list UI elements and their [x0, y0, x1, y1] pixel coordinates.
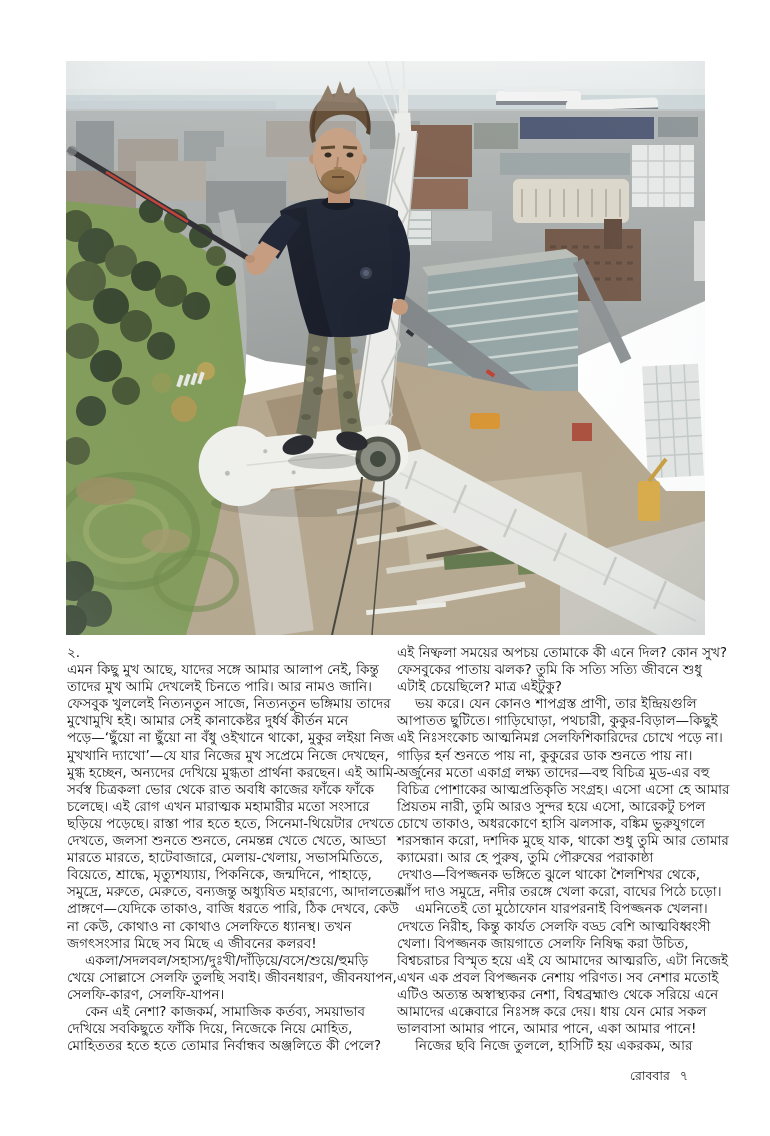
text-line: এমনিতেই তো মুঠোফোন যারপরনাই বিপজ্জনক খেলনা।	[415, 901, 708, 918]
text-line: গাড়ির হর্ন শুনতে পায় না, কুকুরের ডাক শুনতে পায় না।	[397, 747, 693, 764]
text-line: দেখতে নিরীহ, কিন্তু কার্যত সেলফি বড্ড বেশি আত্মবিধ্বংসী	[397, 918, 711, 935]
text-line: আপাতত ছুটিতে। গাড়িঘোড়া, পথচারী, কুকুর-বিড়াল—কিছুই	[397, 713, 718, 730]
text-line: খেলা। বিপজ্জনক জায়গাতে সেলফি নিষিদ্ধ করা উচিত,	[397, 935, 689, 952]
text-line: ঝাঁপ দাও সমুদ্রে, নদীর তরঙ্গে খেলা করো, বাঘের পিঠে চড়ো।	[397, 884, 722, 901]
text-line: এখন এক প্রবল বিপজ্জনক নেশায় পরিণত। সব নেশার মতোই	[397, 969, 719, 986]
text-line: বিশ্বচরাচর বিস্মৃত হয়ে এই যে আমাদের আত্মরতি, এটা নিজেই	[397, 952, 729, 969]
text-line: বিয়েতে, শ্রাদ্ধে, মৃত্যুশয্যায়, পিকনিকে, জন্মদিনে, পাহাড়ে,	[67, 867, 372, 884]
text-line: দেখিয়ে সবকিছুতে ফাঁকি দিয়ে, নিজেকে নিয়ে মোহিত,	[67, 1021, 353, 1038]
article-column-left	[67, 645, 402, 1055]
text-line: মুখোমুখি হই। আমার সেই কানাকেষ্টর দুর্ধর্ষ কীর্তন মনে	[67, 713, 349, 730]
text-line: এই নিষ্ফলা সময়ের অপচয় তোমাকে কী এনে দিল? কোন সুখ?	[397, 645, 728, 661]
text-line: সেলফি-কারণ, সেলফি-যাপন।	[67, 986, 225, 1003]
text-line: পড়ে—‘ছুঁয়ো না ছুঁয়ো না বঁধু ওইখানে থাকো, মুকুর লইয়া নিজ	[67, 730, 394, 747]
text-line: খেয়ে সোল্লাসে সেলফি তুলছি সবাই। জীবনধারণ, জীবনযাপন,	[67, 969, 397, 986]
text-line: এটিও অত্যন্ত অস্বাস্থ্যকর নেশা, বিশ্বব্রহ্মাণ্ড থেকে সরিয়ে এনে	[397, 986, 719, 1003]
text-line: মোহিততর হতে হতে তোমার নির্বান্ধব অঞ্জলিতে কী পেলে?	[67, 1038, 382, 1055]
text-line: আমাদের এক্কেবারে নিঃসঙ্গ করে দেয়। ধায় যেন মোর সকল	[397, 1003, 707, 1020]
text-line: দেখতে, জলসা শুনতে শুনতে, নেমন্তন্ন খেতে খেতে, আড্ডা	[67, 833, 387, 850]
text-line: এটাই চেয়েছিলে? মাত্র এইটুকু?	[397, 679, 562, 696]
text-line: কেন এই নেশা? কাজকর্ম, সামাজিক কর্তব্য, সময়াভাব	[85, 1003, 365, 1020]
text-line: ছড়িয়ে পড়েছে। রাস্তা পার হতে হতে, সিনেমা-থিয়েটার দেখতে	[67, 815, 395, 832]
text-line: তাদের মুখ আমি দেখলেই চিনতে পারি। আর নামও জানি।	[67, 679, 372, 696]
text-line: ভয় করে। যেন কোনও শাপগ্রস্ত প্রাণী, তার ইন্দ্রিয়গুলি	[415, 696, 697, 713]
text-line: এই নিঃসংকোচ আত্মনিমগ্ন সেলফিশিকারিদের চোখে পড়ে না।	[397, 730, 723, 747]
text-line: একলা/সদলবল/সহাস্য/দুঃখী/দাঁড়িয়ে/বসে/শুয়ে/হুমড়ি	[85, 952, 369, 969]
text-line: ক্যামেরা। আর হে পুরুষ, তুমি পৌরুষের পরাকাষ্ঠা	[397, 850, 654, 867]
text-line: শরসন্ধান করো, দশদিক মুছে যাক, থাকো শুধু তুমি আর তোমার	[397, 833, 729, 850]
text-line: চলেছে। এই রোগ এখন মারাত্মক মহামারীর মতো সংসারে	[67, 798, 370, 815]
selfie-crane-illustration	[66, 61, 705, 635]
text-line: ভালবাসা আমার পানে, আমার পানে, একা আমার পানে!	[397, 1021, 697, 1038]
selfie-crane-photo	[66, 61, 705, 635]
text-line: ফেসবুক খুললেই নিত্যনতুন সাজে, নিত্যনতুন ভঙ্গিমায় তাদের	[67, 696, 391, 713]
text-line: মুখখানি দ্যাখো’—যে যার নিজের মুখ সপ্রেমে নিজে দেখছেন,	[67, 747, 389, 764]
text-line: দেখাও—বিপজ্জনক ভঙ্গিতে ঝুলে থাকো শৈলশিখর থেকে,	[397, 867, 701, 884]
page-footer	[630, 1068, 688, 1088]
text-line: অর্জুনের মতো একাগ্র লক্ষ্য তাদের—বহু বিচিত্র মুড-এর বহু	[397, 764, 710, 781]
text-line: চোখে তাকাও, অধরকোণে হাসি ঝলসাক, বঙ্কিম ভুরুযুগলে	[397, 815, 705, 832]
text-line: মুগ্ধ হচ্ছেন, অন্যদের দেখিয়ে মুগ্ধতা প্রার্থনা করছেন। এই আমি-	[67, 764, 399, 781]
text-line: জগৎসংসার মিছে সব মিছে এ জীবনের কলরব!	[67, 935, 317, 952]
text-line: এমন কিছু মুখ আছে, যাদের সঙ্গে আমার আলাপ নেই, কিন্তু	[67, 662, 379, 679]
text-line: বিচিত্র পোশাকের আত্মপ্রতিকৃতি সংগ্রহ। এসো এসো হে আমার	[397, 781, 730, 798]
text-line: ২.	[67, 645, 81, 661]
text-line: নিজের ছবি নিজে তুললে, হাসিটি হয় একরকম, আর	[415, 1038, 693, 1055]
text-line: মারতে মারতে, হাটেবাজারে, মেলায়-খেলায়, সভাসমিতিতে,	[67, 850, 383, 867]
article-column-right	[397, 645, 730, 1055]
text-line: প্রাঙ্গণে—যেদিকে তাকাও, বাজি ধরতে পারি, ঠিক দেখবে, কেউ	[67, 901, 399, 918]
footer-section-and-page: রোববার ৭	[629, 1068, 688, 1083]
text-line: প্রিয়তম নারী, তুমি আরও সুন্দর হয়ে এসো, আরেকটু চপল	[397, 798, 706, 815]
text-line: ফেসবুকের পাতায় ঝলক? তুমি কি সত্যি সত্যি জীবনে শুধু	[397, 662, 702, 679]
text-line: না কেউ, কোথাও না কোথাও সেলফিতে ধ্যানস্থ। তখন	[67, 918, 352, 935]
text-line: সমুদ্রে, মরুতে, মেরুতে, বন্যজন্তু অধ্যুষিত মহারণ্যে, আদালতের	[67, 884, 402, 901]
text-line: সর্বস্ব চিত্রকলা ভোর থেকে রাত অবধি কাজের ফাঁকে ফাঁকে	[67, 781, 375, 798]
